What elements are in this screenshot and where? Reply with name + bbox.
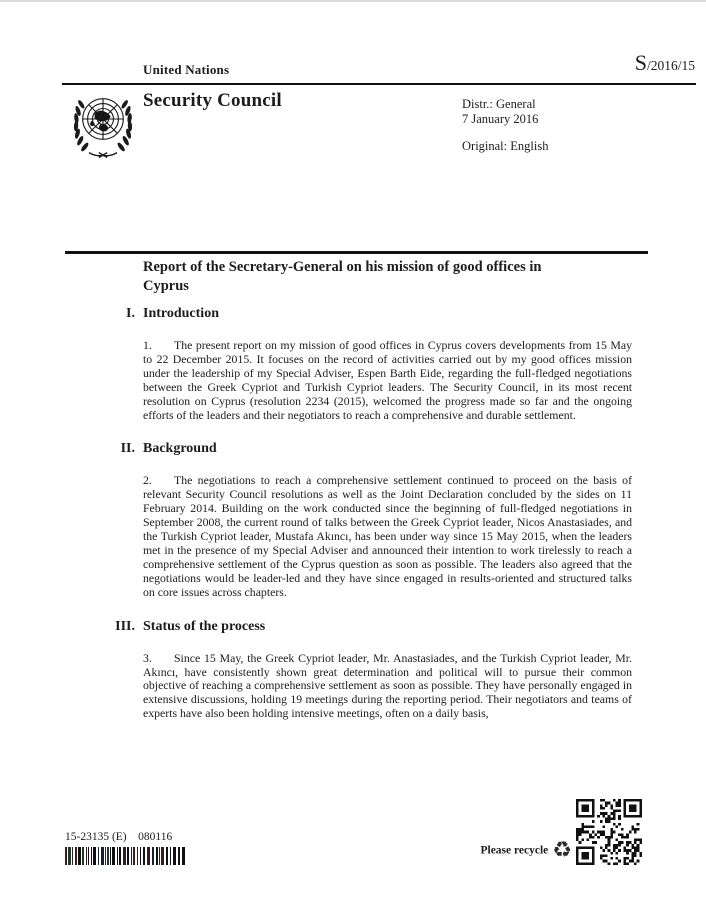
section-numeral: II.: [120, 441, 135, 457]
recycle-note: [0, 838, 572, 863]
section-heading-text: Introduction: [143, 306, 219, 321]
recycle-icon: ♻: [552, 838, 572, 863]
paragraph: [95, 339, 632, 422]
document-body: [95, 306, 632, 740]
paragraph: [95, 652, 632, 722]
section-numeral: I.: [126, 306, 135, 321]
section-heading-text: Background: [143, 441, 217, 457]
document-symbol-letter: S: [634, 50, 647, 75]
distr-line: Distr.: General: [462, 97, 536, 111]
paragraph-text: The present report on my mission of good offices in Cyprus covers developments from 15 May to 22 December 2015. It focuses on the record of activities carried out by my good offices mission under the leadership of my Special Adviser, Espen Barth Eide, regarding the full-fledged negotiations between the Greek Cypriot and Turkish Cypriot leaders. The Security Council, in its most recent resolution on Cyprus (resolution 2234 (2015), welcomed the progress made so far and the ongoing efforts of the leaders and their negotiators to reach a comprehensive and durable settlement.: [143, 338, 632, 422]
document-section: [95, 441, 632, 599]
section-heading: [95, 306, 632, 322]
date-line: 7 January 2016: [462, 111, 539, 126]
paragraph-text: The negotiations to reach a comprehensive settlement continued to proceed on the basis of relevant Security Council resolutions as well as the Joint Declaration concluded by the sides on 11 February 2014. Building on the work conducted since the beginning of full-fledged negotiations in September 2008, the current round of talks between the Greek Cypriot leader, Nicos Anastasiades, and the Turkish Cypriot leader, Mustafa Akıncı, has been under way since 15 May 2015, when the leaders met in the presence of my Special Adviser and announced their intention to work tirelessly to reach a comprehensive settlement of the Cyprus question as soon as possible. The leaders also agreed that the negotiations would be leader-led and they have since engaged in results-oriented and structured talks on core issues across chapters.: [143, 473, 632, 599]
section-heading: [95, 619, 632, 635]
section-heading: [95, 441, 632, 457]
organization-name: United Nations: [143, 62, 230, 77]
document-symbol: [635, 50, 695, 76]
document-section: [95, 619, 632, 722]
header-rule: [62, 83, 696, 85]
document-section: [95, 306, 632, 422]
title-rule: [65, 251, 648, 254]
paragraph-text: Since 15 May, the Greek Cypriot leader, Mr. Anastasiades, and the Turkish Cypriot leader, Mr. Akıncı, have consistently shown great determination and political will to pursue their common objective of reaching a comprehensive settlement as soon as possible. They have personally engaged in extensive discussions, holding 19 meetings during the reporting period. Their negotiators and teams of experts have also been holding intensive meetings, often on a daily basis,: [143, 650, 632, 721]
distribution-info: [462, 97, 548, 154]
page-top-edge: [0, 0, 706, 2]
original-language-line: Original: English: [462, 139, 549, 153]
footer-job-number: 15-23135 (E) 080116: [65, 831, 173, 843]
section-heading-text: Status of the process: [143, 618, 266, 634]
paragraph-number: 3.: [143, 650, 152, 665]
section-numeral: III.: [115, 618, 135, 634]
recycle-label: Please recycle: [480, 844, 549, 857]
paragraph: [95, 474, 632, 599]
un-emblem-icon: [68, 88, 138, 164]
paragraph-number: 1.: [143, 338, 152, 352]
paragraph-number: 2.: [143, 473, 152, 488]
document-symbol-number: /2016/15: [646, 58, 695, 73]
organ-title: Security Council: [143, 90, 282, 111]
document-title: Report of the Secretary-General on his mission of good offices in Cyprus: [143, 259, 542, 294]
qr-code: [576, 799, 642, 865]
